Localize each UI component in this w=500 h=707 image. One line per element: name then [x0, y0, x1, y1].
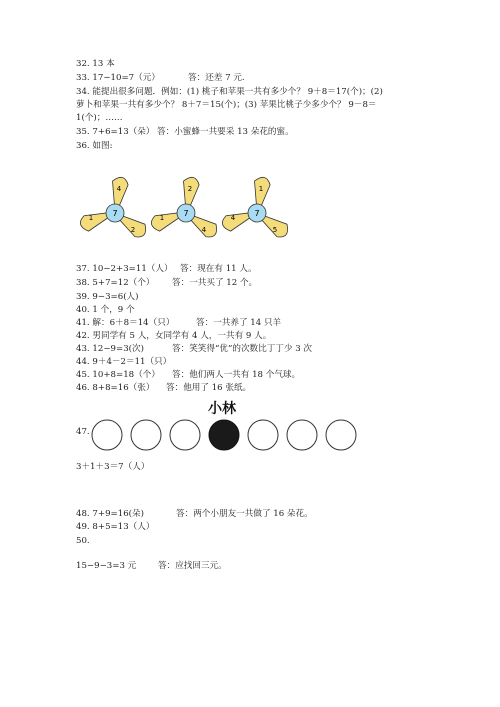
circle-3	[170, 420, 200, 450]
pinwheel-1-petal-label-right: 2	[130, 226, 136, 234]
answer-38: 38. 5+7=12（个）	[76, 278, 155, 288]
circle-2	[131, 420, 161, 450]
answer-45-reply: 答：他们两人一共有 18 个气球。	[172, 370, 301, 380]
pinwheel-2-petal-label-right: 4	[201, 226, 207, 234]
answer-50-reply: 答：应找回三元。	[158, 561, 227, 571]
answer-37-reply: 答：现在有 11 人。	[180, 264, 257, 274]
circle-6	[287, 420, 317, 450]
answer-41: 41. 解：6＋8＝14（只）	[76, 318, 175, 328]
circle-1	[92, 420, 122, 450]
answer-39: 39. 9−3=6(人)	[76, 292, 139, 302]
answer-47-equation: 3＋1＋3＝7（人）	[76, 462, 150, 472]
answer-34-line2: 萝卜和苹果一共有多少个？ 8＋7＝15(个)；(3) 苹果比桃子少多少个？ 9－8＝	[76, 100, 377, 110]
pinwheel-1-center-label: 7	[112, 209, 118, 218]
pinwheel-1-petal-label-left: 1	[88, 214, 94, 222]
answer-44: 44. 9＋4－2＝11（只）	[76, 357, 172, 367]
pinwheel-3-center-label: 7	[254, 209, 260, 218]
answer-42: 42. 男同学有 5 人，女同学有 4 人，一共有 9 人。	[76, 331, 272, 341]
answer-46-reply: 答：他用了 16 张纸。	[166, 383, 252, 393]
answer-40: 40. 1 个，9 个	[76, 305, 135, 315]
pinwheel-1	[78, 176, 149, 240]
pinwheel-1-petal-label-top: 4	[116, 185, 122, 193]
answer-47-circles	[90, 418, 360, 452]
answer-47-label: 47.	[76, 427, 90, 437]
answer-33-reply: 答：还差 7 元.	[188, 73, 245, 83]
pinwheel-3-petal-label-right: 5	[272, 226, 278, 234]
pinwheel-2-center-label: 7	[183, 209, 189, 218]
answer-41-reply: 答：一共养了 14 只羊	[196, 318, 282, 328]
pinwheel-2-petal-label-top: 2	[187, 185, 193, 193]
pinwheel-2	[149, 176, 220, 240]
pinwheel-figures	[70, 168, 300, 243]
answer-50-equation: 15−9−3=3 元	[76, 561, 137, 571]
circle-5	[248, 420, 278, 450]
answer-48: 48. 7+9=16(朵)	[76, 509, 144, 519]
answer-35: 35. 7+6=13（朵）	[76, 127, 155, 137]
answer-43-reply: 答：笑笑得“优”的次数比丁丁少 3 次	[172, 344, 313, 354]
answer-36: 36. 如图:	[76, 141, 113, 151]
answer-34-line1: 34. 能提出很多问题．例如：(1) 桃子和苹果一共有多少个？ 9＋8＝17(个)；(2)	[76, 87, 383, 97]
answer-49: 49. 8+5=13（人）	[76, 522, 155, 532]
circle-xiaolin	[209, 420, 239, 450]
answer-37: 37. 10−2+3=11（人）	[76, 264, 173, 274]
answer-33: 33. 17−10=7（元）	[76, 73, 160, 83]
answer-45: 45. 10+8=18（个）	[76, 370, 160, 380]
answer-50: 50.	[76, 536, 90, 546]
pinwheel-1-petal-left	[78, 208, 110, 233]
answer-43: 43. 12−9=3(次)	[76, 344, 144, 354]
answer-48-reply: 答：两个小朋友一共做了 16 朵花。	[176, 509, 313, 519]
circle-7	[326, 420, 356, 450]
answer-35-reply: 答：小蜜蜂一共要采 13 朵花的蜜。	[157, 127, 294, 137]
answer-34-line3: 1(个)；……	[76, 113, 123, 123]
pinwheel-3	[220, 176, 291, 240]
answer-32: 32. 13 本	[76, 59, 115, 69]
pinwheel-3-petal-label-left: 4	[230, 214, 236, 222]
pinwheel-2-petal-label-left: 1	[159, 214, 165, 222]
answer-38-reply: 答：一共买了 12 个。	[172, 278, 258, 288]
pinwheel-3-petal-label-top: 1	[258, 185, 264, 193]
answer-47-title: 小林	[208, 401, 236, 417]
answer-46: 46. 8+8=16（张）	[76, 383, 155, 393]
